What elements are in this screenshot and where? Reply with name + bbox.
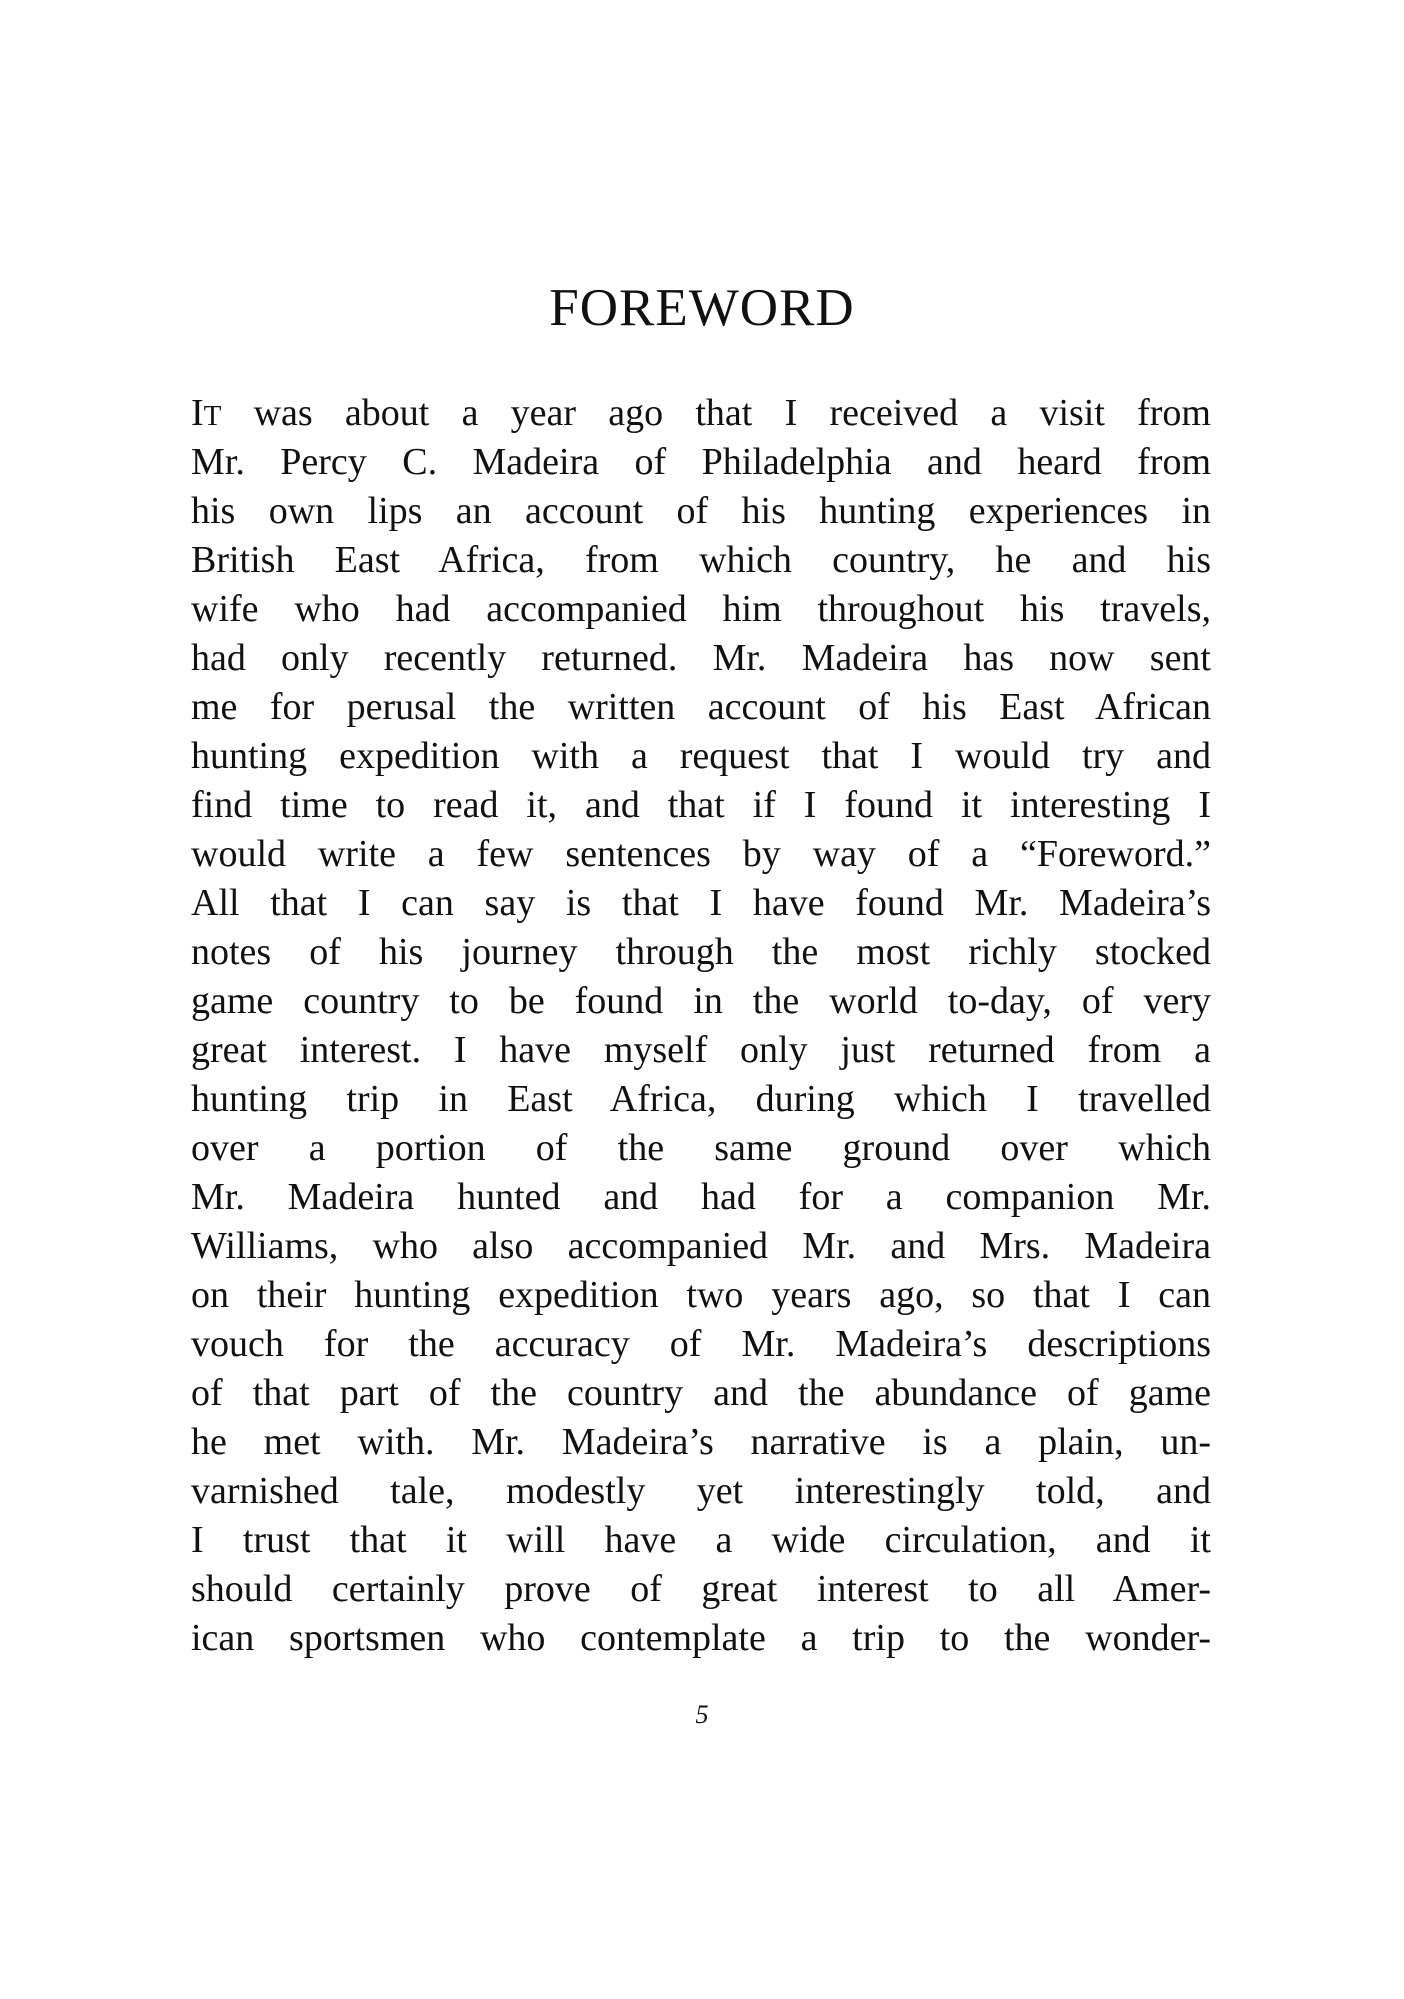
text-line: find time to read it, and that if I found it interesting I <box>191 784 1211 826</box>
text-line: Mr. Percy C. Madeira of Philadelphia and heard from <box>191 441 1211 483</box>
text-line: of that part of the country and the abundance of game <box>191 1372 1211 1414</box>
text-line: would write a few sentences by way of a “Foreword.” <box>191 833 1211 875</box>
text-line: wife who had accompanied him throughout his travels, <box>191 588 1211 630</box>
text-line: hunting expedition with a request that I would try and <box>191 735 1211 777</box>
text-line: vouch for the accuracy of Mr. Madeira’s descriptions <box>191 1323 1211 1365</box>
text-line: Mr. Madeira hunted and had for a companion Mr. <box>191 1176 1211 1218</box>
text-line: had only recently returned. Mr. Madeira has now sent <box>191 637 1211 679</box>
foreword-body <box>191 389 1211 1663</box>
text-line: varnished tale, modestly yet interestingly told, and <box>191 1470 1211 1512</box>
text-line: notes of his journey through the most richly stocked <box>191 931 1211 973</box>
text-line: ican sportsmen who contemplate a trip to the wonder- <box>191 1617 1211 1659</box>
page-number: 5 <box>695 1700 709 1729</box>
text-line: he met with. Mr. Madeira’s narrative is a plain, un- <box>191 1421 1211 1463</box>
text-line: on their hunting expedition two years ago, so that I can <box>191 1274 1211 1316</box>
text-line: British East Africa, from which country, he and his <box>191 539 1211 581</box>
page-title: FOREWORD <box>549 279 855 337</box>
text-line: his own lips an account of his hunting experiences in <box>191 490 1211 532</box>
small-cap-rest: T <box>203 400 222 432</box>
text-line <box>191 389 1211 438</box>
text-line: should certainly prove of great interest to all Amer- <box>191 1568 1211 1610</box>
text-line: All that I can say is that I have found Mr. Madeira’s <box>191 882 1211 924</box>
text-line: over a portion of the same ground over which <box>191 1127 1211 1169</box>
text-line: great interest. I have myself only just returned from a <box>191 1029 1211 1071</box>
text-line: Williams, who also accompanied Mr. and Mrs. Madeira <box>191 1225 1211 1267</box>
text-line-content: was about a year ago that I received a visit from <box>221 392 1211 434</box>
text-line: I trust that it will have a wide circulation, and it <box>191 1519 1211 1561</box>
text-line: hunting trip in East Africa, during which I travelled <box>191 1078 1211 1120</box>
drop-cap-initial: I <box>191 392 204 434</box>
text-line: game country to be found in the world to-day, of very <box>191 980 1211 1022</box>
text-line: me for perusal the written account of his East African <box>191 686 1211 728</box>
